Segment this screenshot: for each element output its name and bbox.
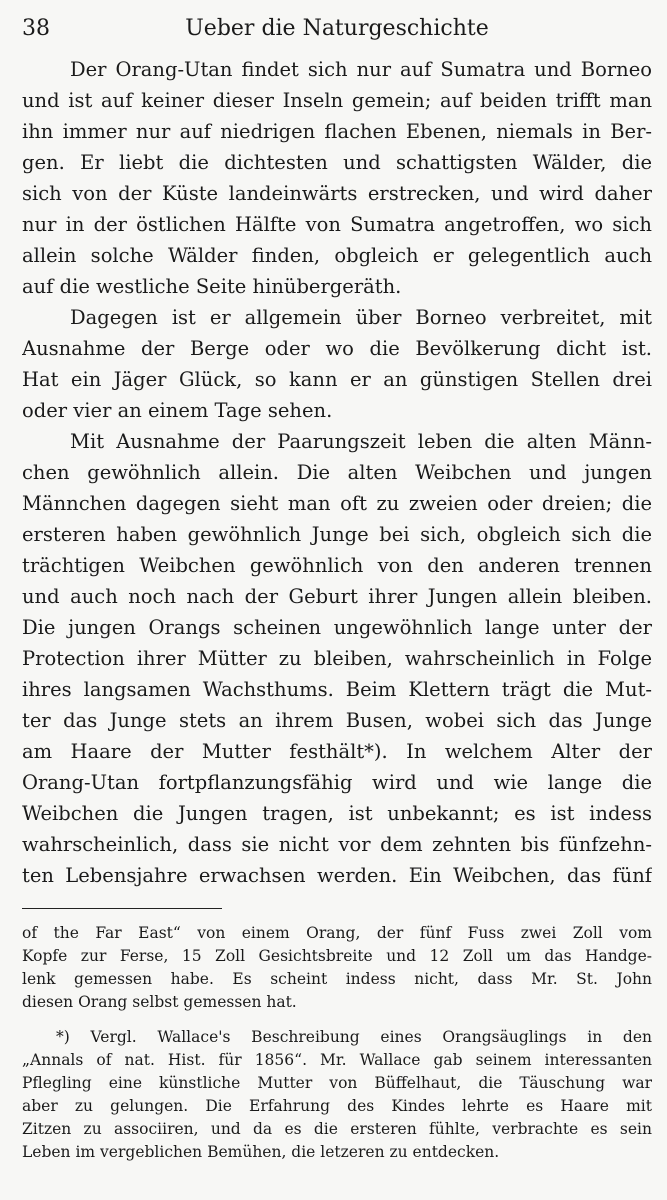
text-line: Hat ein Jäger Glück, so kann er an günstigen Stellen drei xyxy=(22,368,652,391)
text-line: allein solche Wälder finden, obgleich er gelegentlich auch xyxy=(22,244,652,267)
main-text xyxy=(22,54,652,891)
text-line: Dagegen ist er allgemein über Borneo verbreitet, mit xyxy=(70,306,652,329)
text-line: Der Orang-Utan findet sich nur auf Sumatra und Borneo xyxy=(70,58,652,81)
text-line: und auch noch nach der Geburt ihrer Jungen allein bleiben. xyxy=(22,585,652,608)
text-line: sich von der Küste landeinwärts erstrecken, und wird daher xyxy=(22,182,652,205)
footnote-line: of the Far East“ von einem Orang, der fünf Fuss zwei Zoll vom xyxy=(22,924,652,942)
text-line: Mit Ausnahme der Paarungszeit leben die alten Männ- xyxy=(70,430,652,453)
text-line: wahrscheinlich, dass sie nicht vor dem zehnten bis fünfzehn- xyxy=(22,833,652,856)
footnote-line: aber zu gelungen. Die Erfahrung des Kindes lehrte es Haare mit xyxy=(22,1097,652,1115)
text-line: ter das Junge stets an ihrem Busen, wobei sich das Junge xyxy=(22,709,652,732)
text-line: auf die westliche Seite hinübergeräth. xyxy=(22,275,402,298)
footnote-line: lenk gemessen habe. Es scheint indess nicht, dass Mr. St. John xyxy=(22,970,652,988)
text-line: nur in der östlichen Hälfte von Sumatra angetroffen, wo sich xyxy=(22,213,652,236)
footnote-line: Pflegling eine künstliche Mutter von Büffelhaut, die Täuschung war xyxy=(22,1074,652,1092)
footnote-line: diesen Orang selbst gemessen hat. xyxy=(22,993,297,1011)
footnote-rule xyxy=(22,908,222,909)
footnote-gap xyxy=(22,1014,652,1026)
running-head xyxy=(22,12,652,46)
text-line: Orang-Utan fortpflanzungsfähig wird und wie lange die xyxy=(22,771,652,794)
text-line: chen gewöhnlich allein. Die alten Weibchen und jungen xyxy=(22,461,652,484)
footnote-line: Leben im vergeblichen Bemühen, die letzeren zu entdecken. xyxy=(22,1143,500,1161)
page-number: 38 xyxy=(22,16,50,41)
footnote-line: Zitzen zu associiren, und da es die ersteren fühlte, verbrachte es sein xyxy=(22,1120,652,1138)
text-line: gen. Er liebt die dichtesten und schattigsten Wälder, die xyxy=(22,151,652,174)
text-line: oder vier an einem Tage sehen. xyxy=(22,399,333,422)
text-line: ersteren haben gewöhnlich Junge bei sich, obgleich sich die xyxy=(22,523,652,546)
text-line: Ausnahme der Berge oder wo die Bevölkerung dicht ist. xyxy=(22,337,652,360)
text-line: Männchen dagegen sieht man oft zu zweien oder dreien; die xyxy=(22,492,652,515)
text-line: am Haare der Mutter festhält*). In welchem Alter der xyxy=(22,740,652,763)
text-line: trächtigen Weibchen gewöhnlich von den anderen trennen xyxy=(22,554,652,577)
footnotes xyxy=(22,922,652,1164)
text-line: Die jungen Orangs scheinen ungewöhnlich lange unter der xyxy=(22,616,652,639)
text-line: Protection ihrer Mütter zu bleiben, wahrscheinlich in Folge xyxy=(22,647,652,670)
text-line: Weibchen die Jungen tragen, ist unbekannt; es ist indess xyxy=(22,802,652,825)
text-line: ihn immer nur auf niedrigen flachen Ebenen, niemals in Ber- xyxy=(22,120,652,143)
running-title: Ueber die Naturgeschichte xyxy=(185,16,489,41)
text-line: und ist auf keiner dieser Inseln gemein; auf beiden trifft man xyxy=(22,89,652,112)
footnote-line: „Annals of nat. Hist. für 1856“. Mr. Wallace gab seinem interessanten xyxy=(22,1051,652,1069)
footnote-line: *) Vergl. Wallace's Beschreibung eines Orangsäuglings in den xyxy=(56,1028,652,1046)
text-line: ihres langsamen Wachsthums. Beim Klettern trägt die Mut- xyxy=(22,678,652,701)
text-line: ten Lebensjahre erwachsen werden. Ein Weibchen, das fünf xyxy=(22,864,652,887)
footnote-line: Kopfe zur Ferse, 15 Zoll Gesichtsbreite und 12 Zoll um das Handge- xyxy=(22,947,652,965)
